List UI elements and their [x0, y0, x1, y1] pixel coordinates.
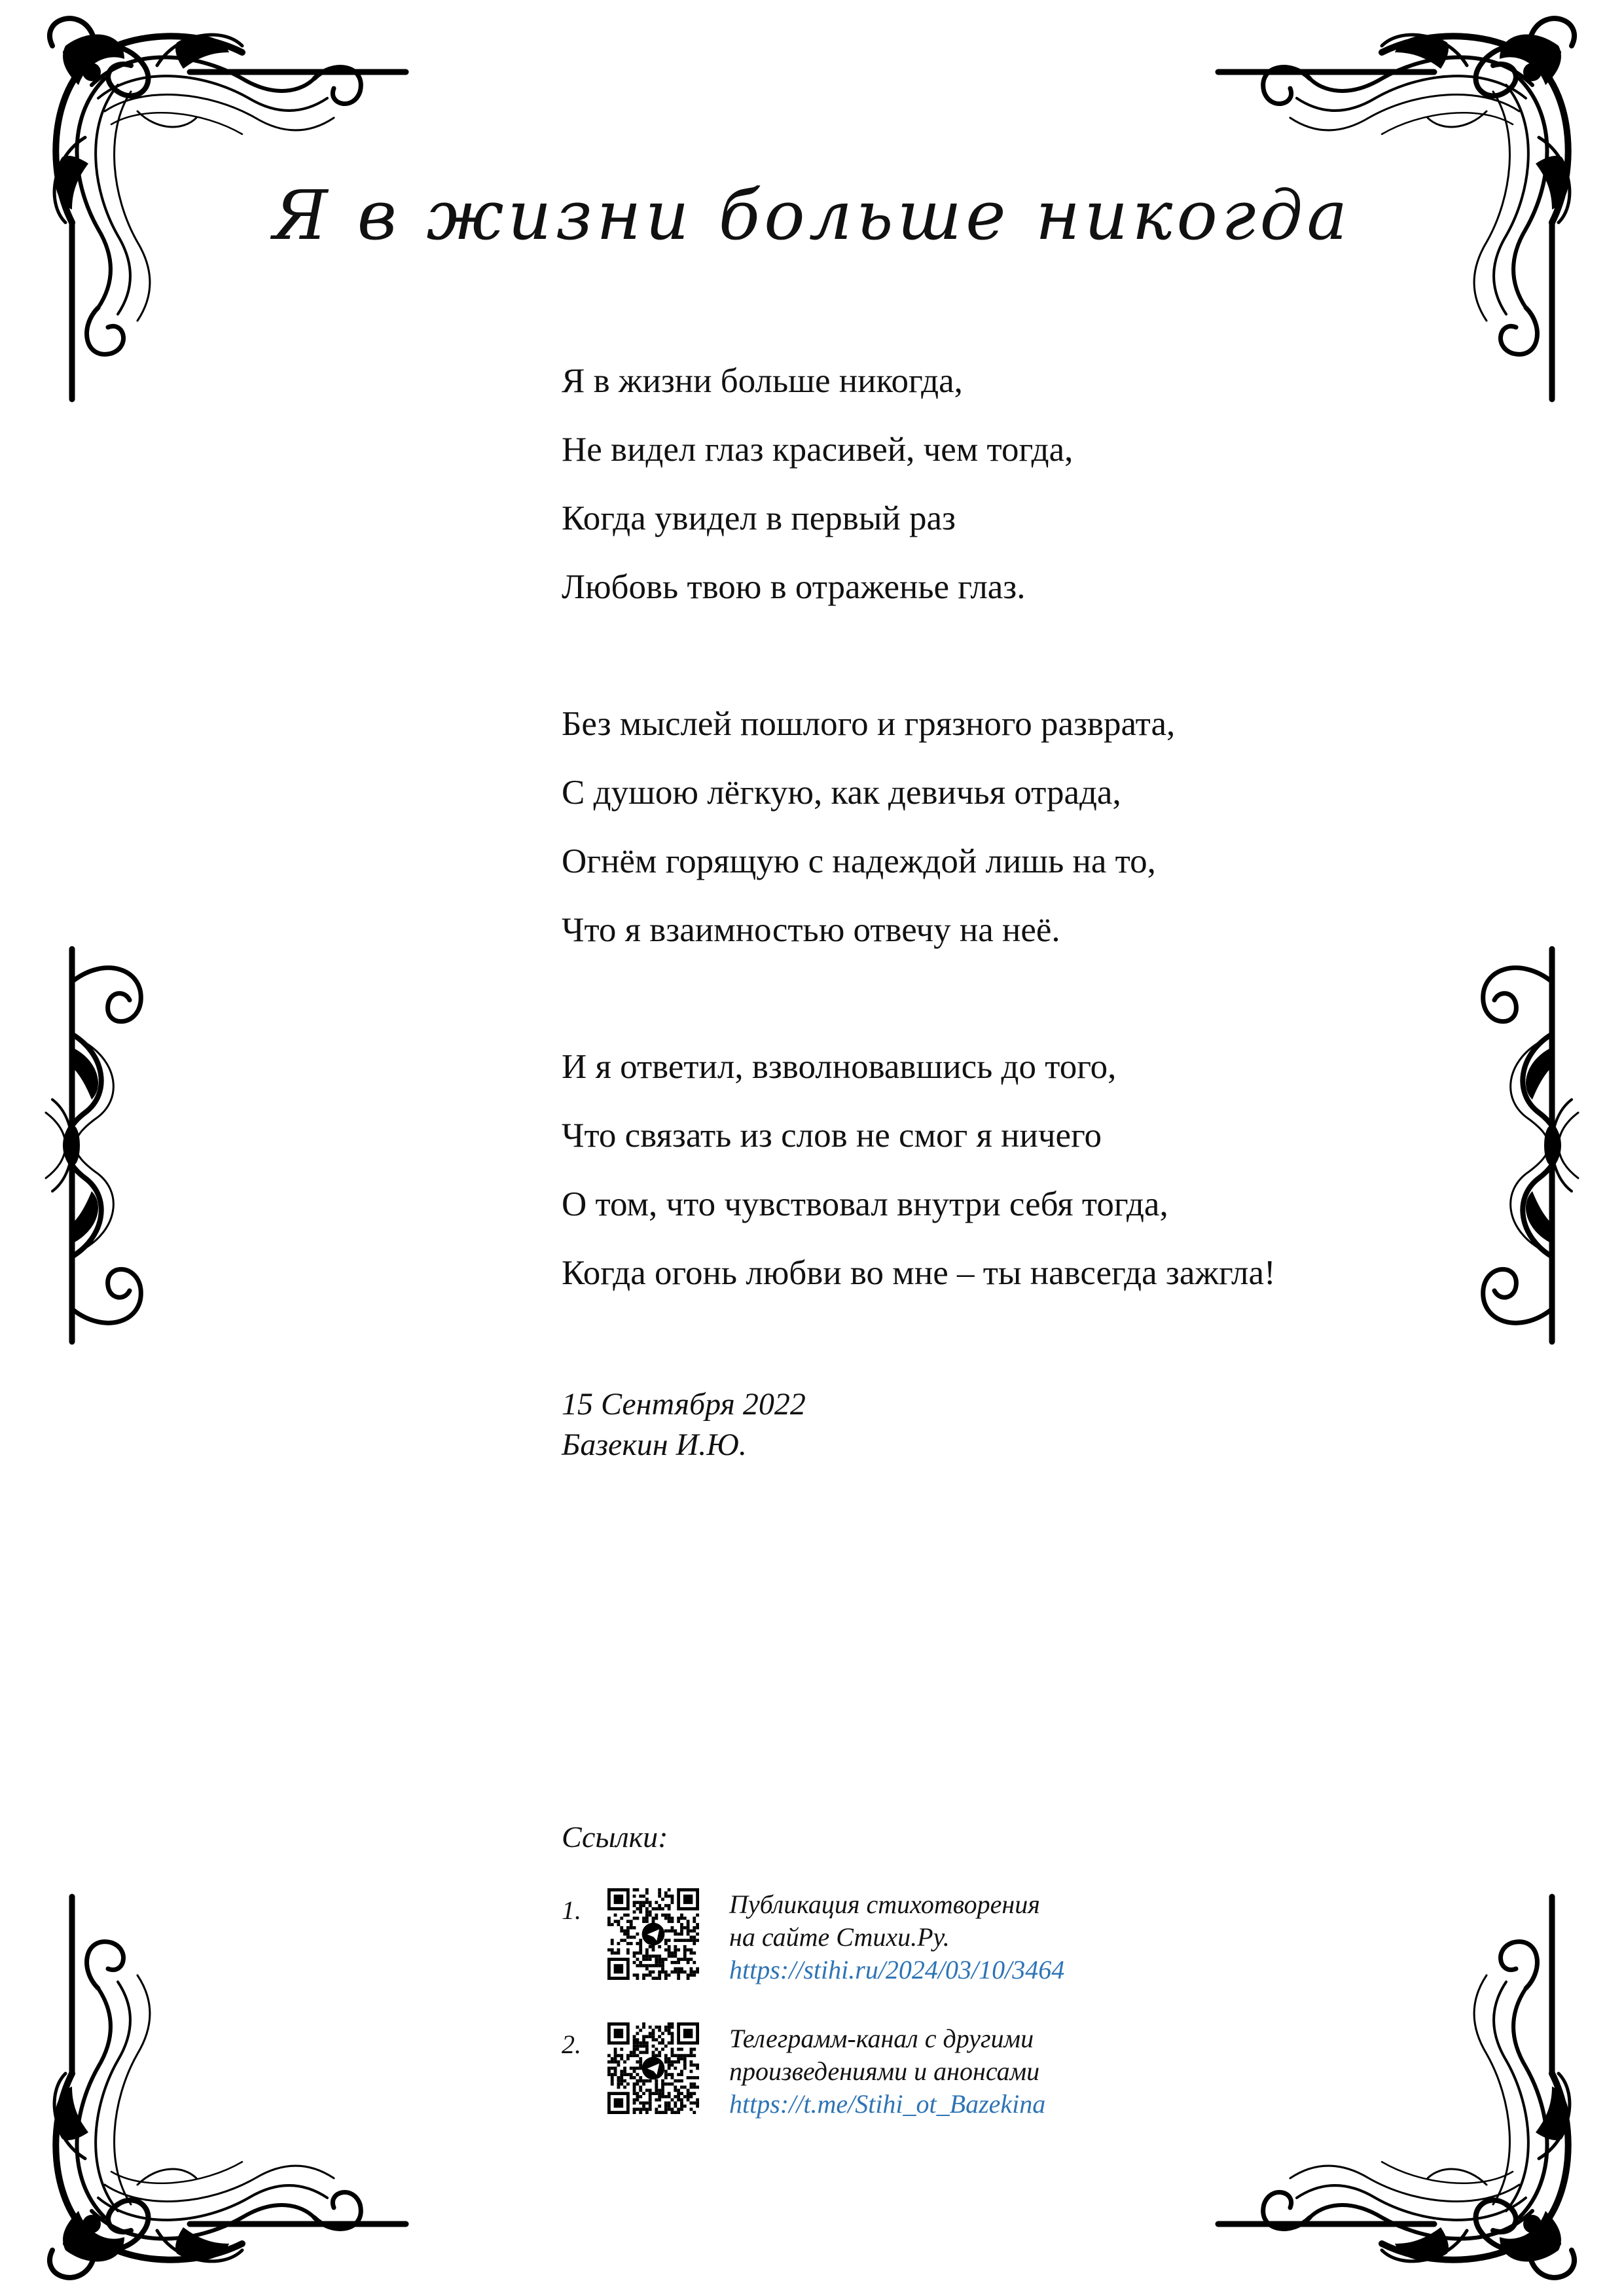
side-flourish-icon — [33, 942, 164, 1348]
poem-line: Без мыслей пошлого и грязного разврата, — [562, 705, 1176, 743]
corner-flourish-icon — [1205, 1890, 1598, 2289]
signature — [562, 1384, 806, 1465]
link-number: 2. — [562, 2030, 581, 2059]
stanza — [562, 690, 1413, 965]
link-description — [729, 1888, 1187, 1986]
poem-line: Я в жизни больше никогда, — [562, 362, 963, 400]
poem-line: И я ответил, взволновавшись до того, — [562, 1048, 1117, 1086]
link-desc-line: Публикация стихотворения — [729, 1890, 1040, 1919]
poem-line: Не видел глаз красивей, чем тогда, — [562, 431, 1074, 469]
link-url[interactable]: https://stihi.ru/2024/03/10/3464 — [729, 1955, 1065, 1984]
poem-body — [562, 347, 1413, 1376]
poem-line: Когда огонь любви во мне – ты навсегда зажгла! — [562, 1254, 1276, 1292]
corner-flourish-icon — [26, 1890, 419, 2289]
poem-line: Любовь твою в отраженье глаз. — [562, 568, 1026, 606]
qr-code-icon[interactable] — [607, 2022, 699, 2114]
poem-date: 15 Сентября 2022 — [562, 1387, 806, 1422]
link-desc-line: Телеграмм-канал с другими — [729, 2024, 1034, 2053]
side-flourish-icon — [1460, 942, 1591, 1348]
stanza — [562, 1033, 1413, 1308]
poem-line: О том, что чувствовал внутри себя тогда, — [562, 1185, 1168, 1223]
poem-line: Когда увидел в первый раз — [562, 499, 956, 537]
poem-line: Что связать из слов не смог я ничего — [562, 1117, 1102, 1155]
poem-line: Огнём горящую с надеждой лишь на то, — [562, 842, 1156, 880]
page-title: Я в жизни больше никогда — [272, 175, 1352, 255]
link-url[interactable]: https://t.me/Stihi_ot_Bazekina — [729, 2089, 1046, 2119]
link-description — [729, 2022, 1187, 2121]
qr-code-icon[interactable] — [607, 1888, 699, 1980]
poem-line: С душою лёгкую, как девичья отрада, — [562, 774, 1121, 812]
link-desc-line: на сайте Стихи.Ру. — [729, 1922, 950, 1952]
link-number: 1. — [562, 1895, 581, 1925]
links-heading: Ссылки: — [562, 1820, 668, 1854]
stanza — [562, 347, 1413, 622]
link-desc-line: произведениями и анонсами — [729, 2056, 1040, 2086]
poem-line: Что я взаимностью отвечу на неё. — [562, 911, 1060, 949]
poem-author: Базекин И.Ю. — [562, 1427, 747, 1462]
